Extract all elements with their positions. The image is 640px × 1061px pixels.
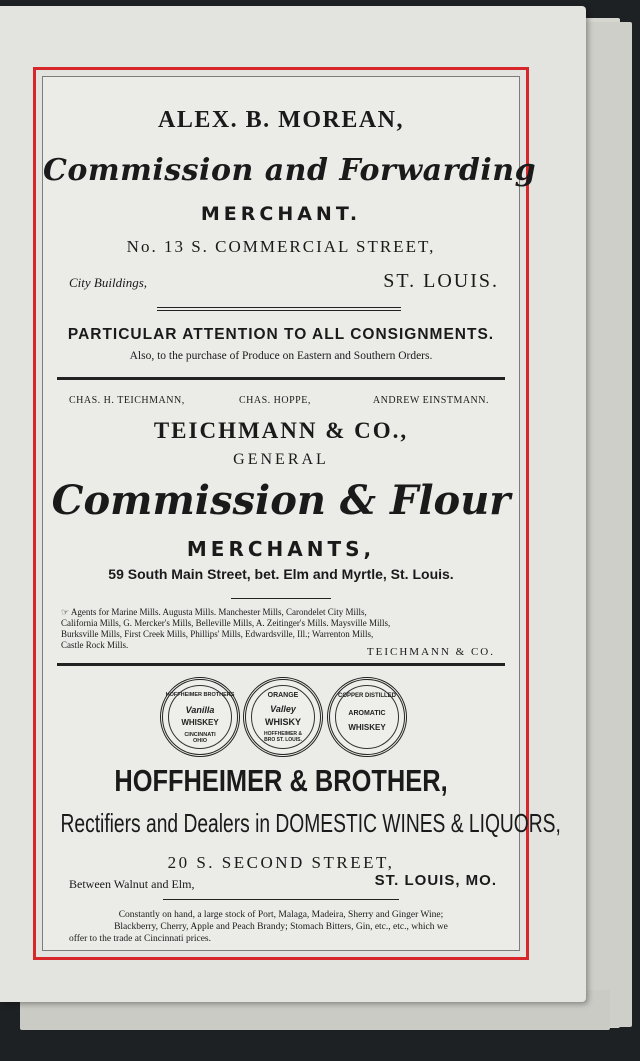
- ad2-firm: TEICHMANN & CO.,: [153, 418, 409, 443]
- seal-vanilla-whiskey: [160, 677, 240, 757]
- ad3-address: 20 S. SECOND STREET,: [167, 853, 395, 872]
- ad1-building: City Buildings,: [69, 275, 147, 290]
- seal-mid-text: Valley: [270, 704, 296, 714]
- ad2-partner-1: CHAS. H. TEICHMANN,: [69, 395, 185, 406]
- seal-aromatic-whiskey: [327, 677, 407, 757]
- ad2-general: GENERAL: [233, 451, 329, 468]
- ad1-attention: PARTICULAR ATTENTION TO ALL CONSIGNMENTS.: [67, 326, 495, 343]
- divider-2: [57, 663, 505, 666]
- ad-frame: [33, 67, 561, 960]
- ad2-address: 59 South Main Street, bet. Elm and Myrtle, St. Louis.: [108, 566, 454, 582]
- ad3-stock-2: Blackberry, Cherry, Apple and Peach Brandy; Stomach Bitters, Gin, etc., etc., which we: [114, 922, 448, 932]
- ad3-firm: HOFFHEIMER & BROTHER,: [114, 763, 448, 798]
- ad1-rule-b: [157, 310, 401, 311]
- ad1-rule-a: [157, 307, 401, 308]
- ad2-agents-3: Burksville Mills, First Creek Mills, Phillips' Mills, Edwardsville, Ill.; Warrenton Mills,: [61, 629, 374, 639]
- seal-mid-text: AROMATIC: [348, 710, 386, 717]
- ad3-stock-1: Constantly on hand, a large stock of Port, Malaga, Madeira, Sherry and Ginger Wine;: [118, 910, 444, 920]
- ad1-city: ST. LOUIS.: [383, 270, 499, 292]
- seal-top-text: ORANGE: [267, 692, 299, 699]
- ad3-rule: [163, 899, 399, 900]
- ad1-address: No. 13 S. COMMERCIAL STREET,: [126, 237, 436, 256]
- ad1-name: ALEX. B. MOREAN,: [157, 107, 404, 133]
- seal-bottom-text: HOFFHEIMER & BRO ST. LOUIS.: [263, 731, 303, 743]
- divider-1: [57, 377, 505, 380]
- ad-inner: [42, 76, 561, 951]
- ad1-business: Commission and Forwarding: [43, 153, 537, 188]
- book-page: [0, 6, 586, 1002]
- seal-word: WHISKY: [265, 717, 301, 727]
- ad1-role: MERCHANT.: [200, 203, 362, 225]
- ad3-business: Rectifiers and Dealers in DOMESTIC WINES & LIQUORS,: [60, 808, 561, 838]
- ad2-agents-4: Castle Rock Mills.: [61, 640, 129, 650]
- ad2-signature: TEICHMANN & CO.: [366, 646, 495, 658]
- ad3-city: ST. LOUIS, MO.: [374, 872, 497, 889]
- seal-word: WHISKEY: [348, 723, 386, 732]
- seal-mid-text: Vanilla: [185, 705, 215, 715]
- seal-orange-valley-whisky: [243, 677, 323, 757]
- seal-top-text: HOFFHEIMER BROTHERS: [165, 692, 235, 698]
- seal-bottom-text: CINCINNATI OHIO: [184, 732, 216, 744]
- ad2-agents-2: California Mills, G. Mercker's Mills, Belleville Mills, A. Zeitinger's Mills. Maysville Mills,: [61, 618, 391, 628]
- ad3-between: Between Walnut and Elm,: [69, 877, 195, 891]
- ad2-role: MERCHANTS,: [186, 537, 376, 561]
- ad2-agents-1: ☞ Agents for Marine Mills. Augusta Mills. Manchester Mills, Carondelet City Mills,: [61, 607, 367, 617]
- ad1-also: Also, to the purchase of Produce on Eastern and Southern Orders.: [129, 350, 433, 362]
- ad3-stock-3: offer to the trade at Cincinnati prices.: [69, 934, 212, 944]
- ad2-business: Commission & Flour: [51, 477, 511, 524]
- seal-top-text: COPPER DISTILLED: [337, 693, 396, 699]
- ad2-partner-2: CHAS. HOPPE,: [239, 395, 311, 406]
- ad2-ornament: [231, 598, 331, 599]
- ad2-partner-3: ANDREW EINSTMANN.: [372, 395, 489, 406]
- seal-word: WHISKEY: [181, 718, 219, 727]
